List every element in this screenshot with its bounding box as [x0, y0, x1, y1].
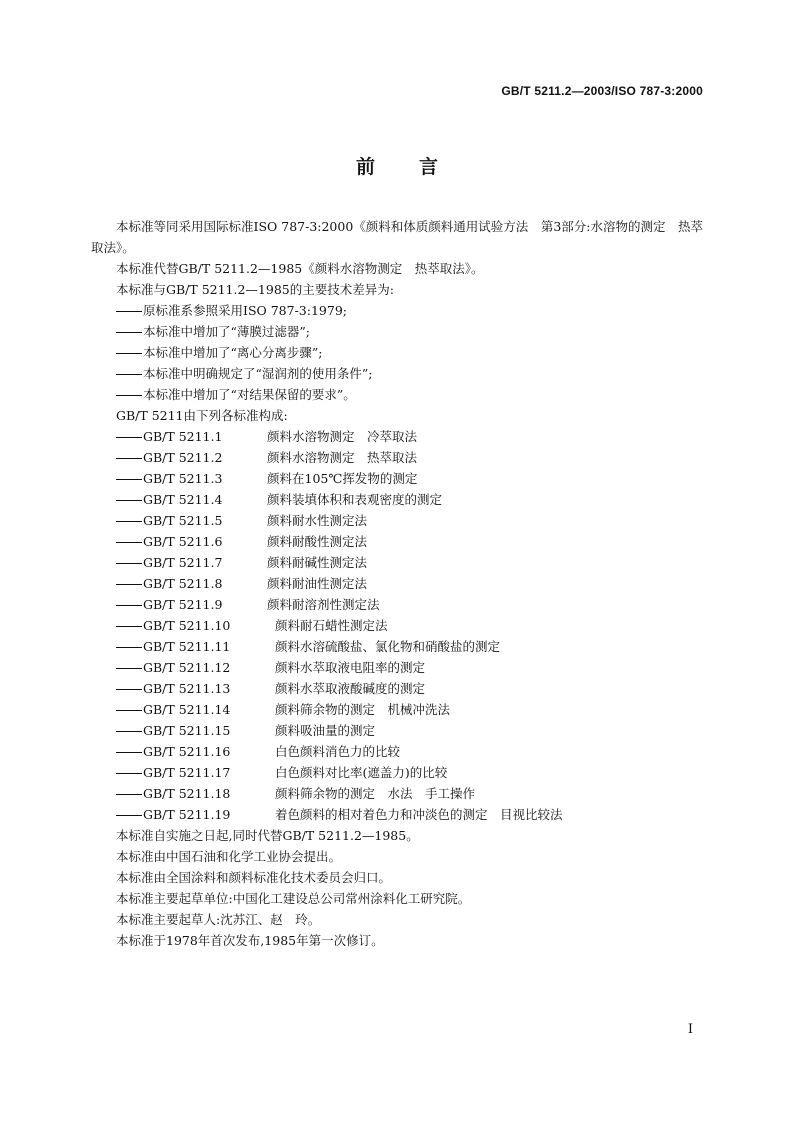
part-title: 颜料耐酸性测定法: [267, 534, 368, 549]
part-code: GB/T 5211.2: [143, 450, 223, 465]
closing-line: 本标准自实施之日起,同时代替GB/T 5211.2—1985。: [116, 828, 419, 843]
part-code: GB/T 5211.1: [143, 429, 223, 444]
title-char-2: 言: [419, 156, 439, 178]
part-list-item: [91, 552, 703, 573]
em-dash: [116, 710, 142, 711]
part-title: 颜料水萃取液酸碱度的测定: [275, 681, 426, 696]
em-dash: [116, 332, 142, 333]
em-dash: [116, 731, 142, 732]
replace-statement: 本标准代替GB/T 5211.2—1985《颜料水溶物测定 热萃取法》。: [116, 261, 484, 276]
part-code: GB/T 5211.15: [143, 723, 231, 738]
closing-line: 本标准于1978年首次发布,1985年第一次修订。: [116, 933, 384, 948]
part-list-item: [91, 762, 703, 783]
part-list-item: [91, 489, 703, 510]
part-title: 颜料吸油量的测定: [275, 723, 376, 738]
differences-intro: 本标准与GB/T 5211.2—1985的主要技术差异为:: [116, 282, 394, 297]
part-code: GB/T 5211.7: [143, 555, 223, 570]
em-dash: [116, 584, 142, 585]
difference-item: 原标准系参照采用ISO 787-3:1979;: [91, 300, 703, 321]
difference-item: 本标准中增加了“对结果保留的要求”。: [91, 384, 703, 405]
em-dash: [116, 794, 142, 795]
part-title: 颜料装填体积和表观密度的测定: [267, 492, 443, 507]
part-list-item: [91, 531, 703, 552]
part-code: GB/T 5211.10: [143, 618, 231, 633]
em-dash: [116, 437, 142, 438]
part-code: GB/T 5211.11: [143, 639, 231, 654]
part-title: 颜料筛余物的测定 水法 手工操作: [275, 786, 476, 801]
foreword-body: [91, 216, 703, 951]
em-dash: [116, 668, 142, 669]
part-title: 白色颜料对比率(遮盖力)的比较: [275, 765, 448, 780]
part-list-item: [91, 699, 703, 720]
closing-line: 本标准由全国涂料和颜料标准化技术委员会归口。: [116, 870, 392, 885]
part-title: 颜料水溶物测定 冷萃取法: [267, 429, 418, 444]
part-list-item: [91, 783, 703, 804]
em-dash: [116, 773, 142, 774]
difference-item: 本标准中增加了“薄膜过滤器”;: [91, 321, 703, 342]
part-list-item: [91, 426, 703, 447]
part-list-item: [91, 741, 703, 762]
closing-line: 本标准由中国石油和化学工业协会提出。: [116, 849, 342, 864]
em-dash: [116, 647, 142, 648]
part-title: 颜料耐溶剂性测定法: [267, 597, 380, 612]
em-dash: [116, 605, 142, 606]
closing-line: 本标准主要起草人:沈苏江、赵 玲。: [116, 912, 321, 927]
em-dash: [116, 353, 142, 354]
part-code: GB/T 5211.8: [143, 576, 223, 591]
em-dash: [116, 626, 142, 627]
em-dash: [116, 458, 142, 459]
part-code: GB/T 5211.3: [143, 471, 223, 486]
difference-item: 本标准中增加了“离心分离步骤”;: [91, 342, 703, 363]
em-dash: [116, 815, 142, 816]
part-title: 颜料耐油性测定法: [267, 576, 368, 591]
part-code: GB/T 5211.6: [143, 534, 223, 549]
page-number: I: [687, 1022, 693, 1037]
em-dash: [116, 542, 142, 543]
page-title: [0, 152, 794, 179]
part-title: 颜料水溶硫酸盐、氯化物和硝酸盐的测定: [275, 639, 501, 654]
part-title: 颜料水萃取液电阻率的测定: [275, 660, 426, 675]
part-title: 白色颜料消色力的比较: [275, 744, 401, 759]
part-title: 颜料水溶物测定 热萃取法: [267, 450, 418, 465]
part-list-item: [91, 510, 703, 531]
part-list-item: [91, 573, 703, 594]
part-code: GB/T 5211.12: [143, 660, 231, 675]
em-dash: [116, 311, 142, 312]
part-list-item: [91, 657, 703, 678]
standard-code-header: GB/T 5211.2—2003/ISO 787-3:2000: [501, 84, 703, 98]
em-dash: [116, 521, 142, 522]
part-code: GB/T 5211.4: [143, 492, 223, 507]
part-code: GB/T 5211.5: [143, 513, 223, 528]
part-title: 颜料耐石蜡性测定法: [275, 618, 388, 633]
part-list-item: [91, 447, 703, 468]
part-code: GB/T 5211.18: [143, 786, 231, 801]
part-title: 颜料筛余物的测定 机械冲洗法: [275, 702, 451, 717]
part-list-item: [91, 720, 703, 741]
part-title: 颜料耐水性测定法: [267, 513, 368, 528]
part-code: GB/T 5211.16: [143, 744, 231, 759]
part-list-item: [91, 678, 703, 699]
part-list-item: [91, 804, 703, 825]
part-code: GB/T 5211.9: [143, 597, 223, 612]
part-list-item: [91, 636, 703, 657]
part-list-item: [91, 468, 703, 489]
part-code: GB/T 5211.19: [143, 807, 231, 822]
part-title: 颜料在105℃挥发物的测定: [267, 471, 418, 486]
part-code: GB/T 5211.14: [143, 702, 231, 717]
part-list-item: [91, 594, 703, 615]
part-code: GB/T 5211.17: [143, 765, 231, 780]
em-dash: [116, 752, 142, 753]
intro-paragraph: 本标准等同采用国际标准ISO 787-3:2000《颜料和体质颜料通用试验方法 第3部分:水溶物的测定 热萃取法》。: [91, 219, 703, 255]
part-title: 着色颜料的相对着色力和冲淡色的测定 目视比较法: [275, 807, 563, 822]
part-title: 颜料耐碱性测定法: [267, 555, 368, 570]
em-dash: [116, 479, 142, 480]
em-dash: [116, 374, 142, 375]
part-list-item: [91, 615, 703, 636]
part-code: GB/T 5211.13: [143, 681, 231, 696]
difference-item: 本标准中明确规定了“湿润剂的使用条件”;: [91, 363, 703, 384]
title-char-1: 前: [355, 156, 375, 178]
parts-intro: GB/T 5211由下列各标准构成:: [116, 408, 288, 423]
em-dash: [116, 689, 142, 690]
em-dash: [116, 563, 142, 564]
closing-line: 本标准主要起草单位:中国化工建设总公司常州涂料化工研究院。: [116, 891, 471, 906]
em-dash: [116, 395, 142, 396]
em-dash: [116, 500, 142, 501]
